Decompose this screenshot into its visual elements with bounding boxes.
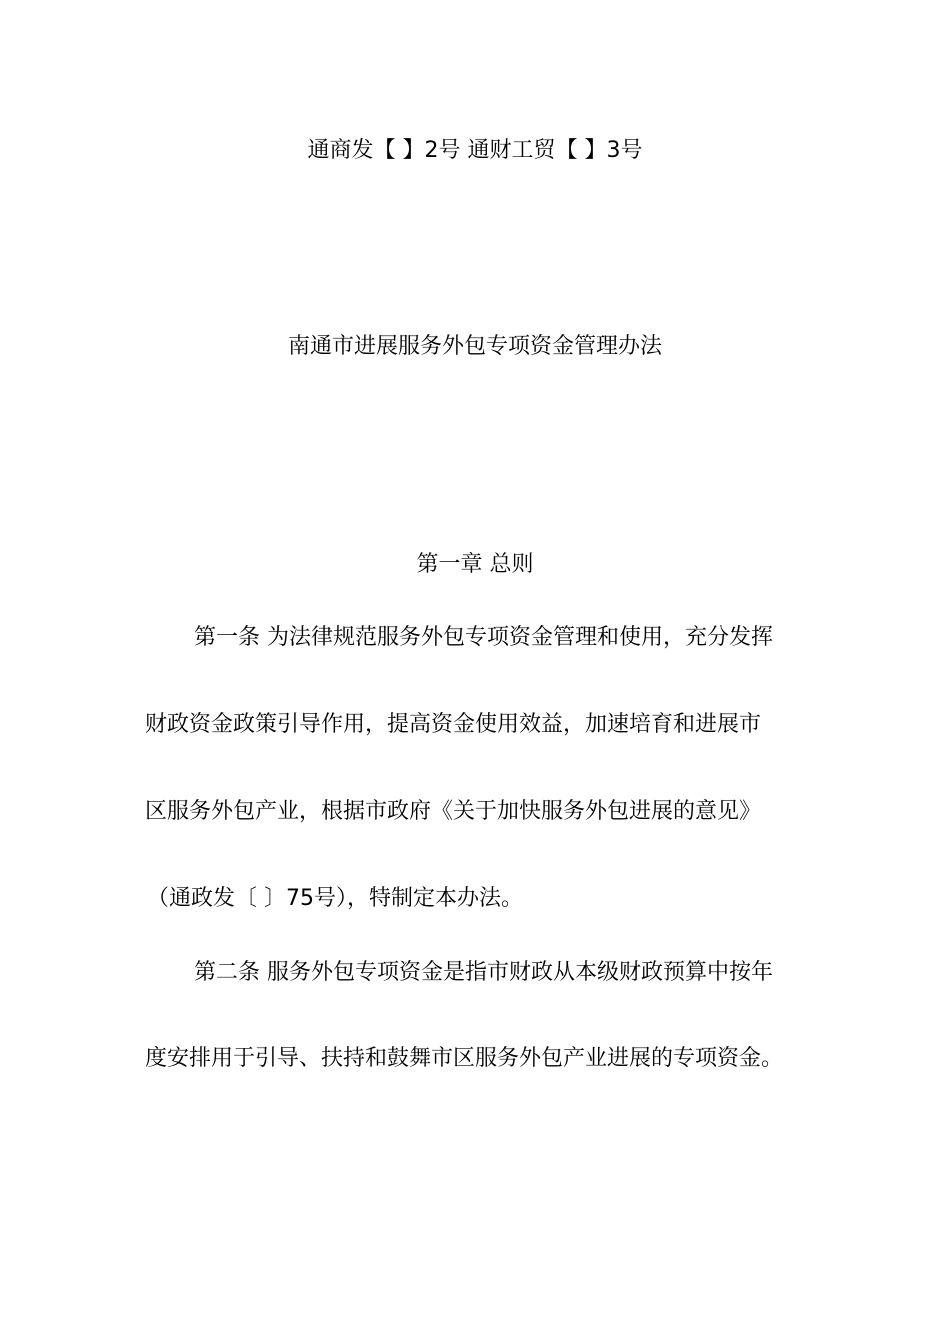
document-title: 南通市进展服务外包专项资金管理办法 (287, 334, 662, 359)
article-line-text: 度安排用于引导、扶持和鼓舞市区服务外包产业进展的专项资金。 (145, 1046, 784, 1071)
article-line-text: 区服务外包产业，根据市政府《关于加快服务外包进展的意见》 (145, 799, 762, 824)
article-line (0, 958, 950, 988)
document-number: 通商发【 】2号 通财工贸【 】3号 (307, 138, 643, 163)
article-line (0, 623, 950, 653)
article-line (0, 884, 950, 914)
article-line-text: （通政发〔 〕75号），特制定本办法。 (147, 886, 523, 911)
chapter-heading: 第一章 总则 (416, 552, 534, 577)
article-line-text: 第一条 为法律规范服务外包专项资金管理和使用，充分发挥 (194, 625, 773, 650)
article-line (0, 1044, 950, 1074)
article-line (0, 710, 950, 740)
article-line (0, 797, 950, 827)
article-line-text: 财政资金政策引导作用，提高资金使用效益，加速培育和进展市 (145, 712, 762, 737)
article-line-text: 第二条 服务外包专项资金是指市财政从本级财政预算中按年 (194, 960, 773, 985)
